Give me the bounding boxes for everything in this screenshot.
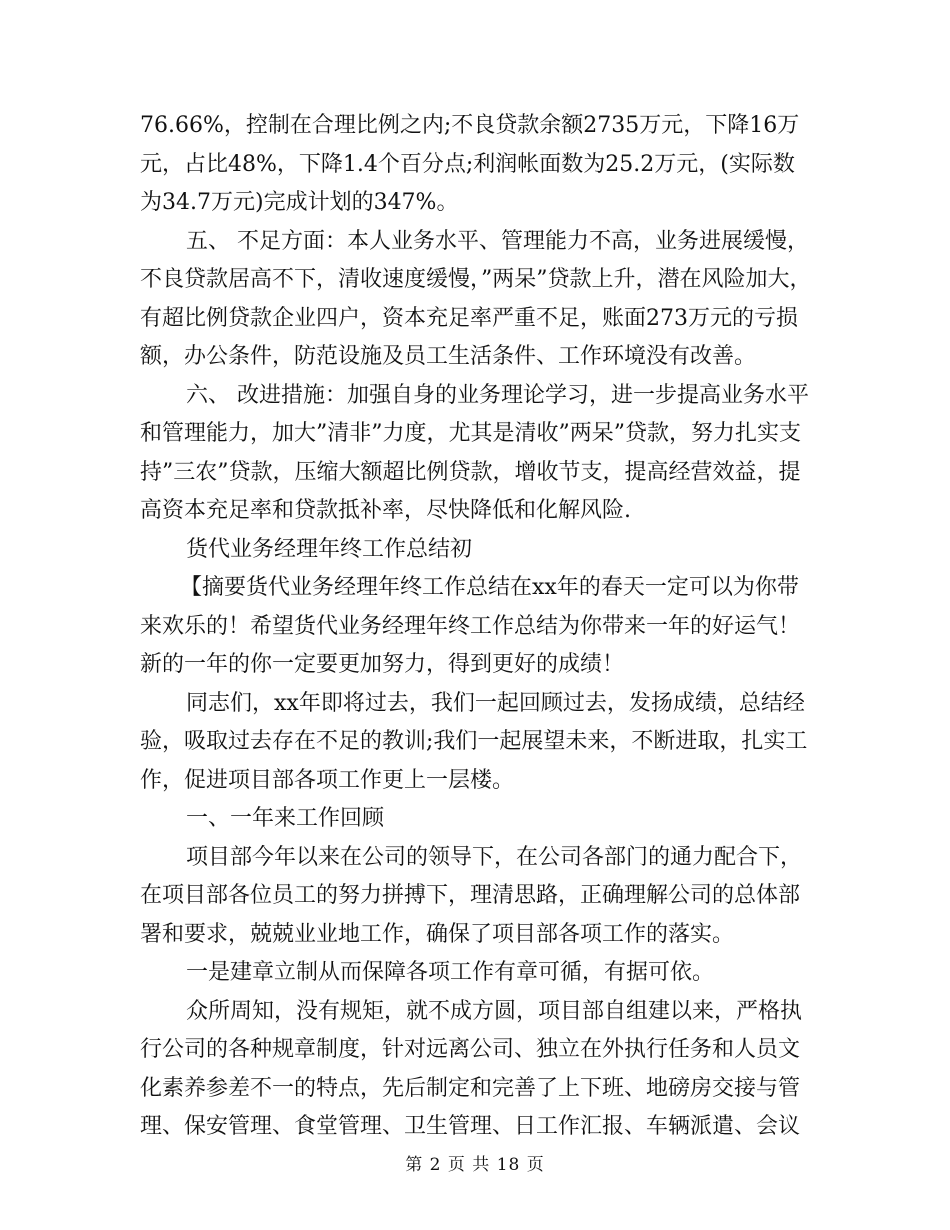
paragraph-rules: 众所周知，没有规矩，就不成方圆，项目部自组建以来，严格执行公司的各种规章制度，针对远离公司、独立在外执行任务和人员文化素养参差不一的特点，先后制定和完善了上下班、地磅房交接与管理、保安管理、食堂管理、卫生管理、日工作汇报、车辆派遣、会议: [140, 998, 803, 1139]
paragraph-point-one: 一是建章立制从而保障各项工作有章可循，有据可依。: [186, 960, 715, 985]
paragraph-greeting: 同志们，xx年即将过去，我们一起回顾过去，发扬成绩，总结经验，吸取过去存在不足的教训;我们一起展望未来，不断进取，扎实工作，促进项目部各项工作更上一层楼。: [140, 690, 808, 793]
section-title: 货代业务经理年终工作总结初: [186, 536, 473, 562]
paragraph-review: 项目部今年以来在公司的领导下，在公司各部门的通力配合下，在项目部各位员工的努力拼搏下，理清思路，正确理解公司的总体部署和要求，兢兢业业地工作，确保了项目部各项工作的落实。: [140, 844, 803, 947]
paragraph-results-continued: 76.66%，控制在合理比例之内;不良贷款余额2735万元，下降16万元，占比48%，下降1.4个百分点;利润帐面数为25.2万元，(实际数为34.7万元)完成计划的347%。: [140, 113, 800, 215]
paragraph-abstract: 【摘要货代业务经理年终工作总结在xx年的春天一定可以为你带来欢乐的！希望货代业务经理年终工作总结为你带来一年的好运气！新的一年的你一定要更加努力，得到更好的成绩！: [140, 575, 801, 677]
page-footer: 第 2 页 共 18 页: [405, 1155, 545, 1175]
paragraph-improvements: 六、 改进措施：加强自身的业务理论学习，进一步提高业务水平和管理能力，加大”清非”力度，尤其是清收”两呆”贷款，努力扎实支持”三农”贷款，压缩大额超比例贷款，增收节支，提高经营效益，提高资本充足率和贷款抵补率，尽快降低和化解风险.: [140, 382, 809, 523]
document-body: [140, 107, 812, 1147]
paragraph-shortcomings: 五、 不足方面：本人业务水平、管理能力不高，业务进展缓慢，不良贷款居高不下，清收速度缓慢，”两呆”贷款上升，潜在风险加大，有超比例贷款企业四户，资本充足率严重不足，账面273万元的亏损额，办公条件，防范设施及员工生活条件、工作环境没有改善。: [140, 228, 812, 369]
heading-review: 一、一年来工作回顾: [186, 806, 385, 831]
